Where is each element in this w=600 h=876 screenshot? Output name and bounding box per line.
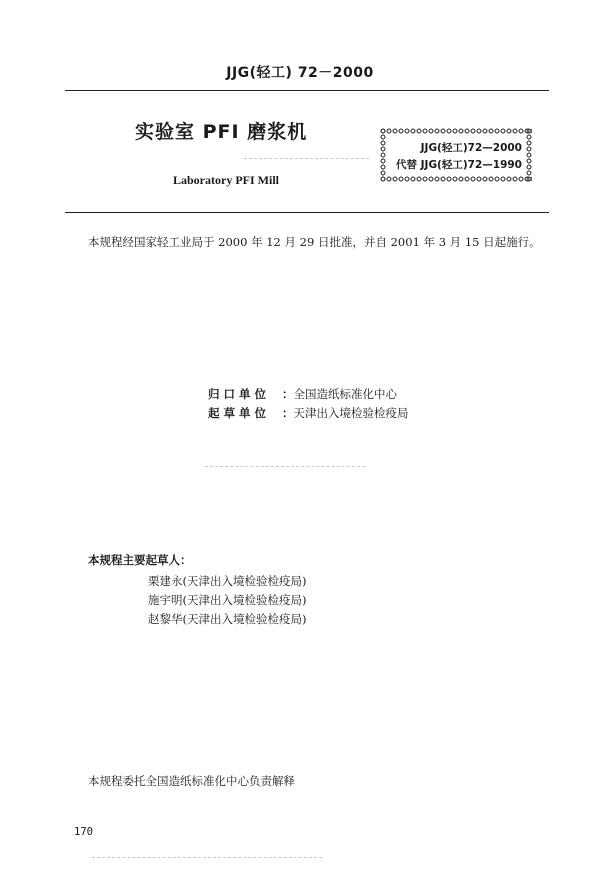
replacement-notice-box [380, 128, 532, 182]
drafter-name: 施宇明(天津出入境检验检疫局) [148, 593, 307, 607]
replaced-standard-code: 代替 JJG(轻工)72—1990 [395, 159, 522, 171]
faint-dash-line [244, 158, 369, 159]
interpretation-statement: 本规程委托全国造纸标准化中心负责解释 [88, 774, 295, 788]
faint-dash-line [205, 466, 365, 467]
responsible-unit-value: 全国造纸标准化中心 [293, 387, 397, 401]
drafter-name: 赵黎华(天津出入境检验检疫局) [148, 612, 307, 626]
drafter-name: 栗建永(天津出入境检验检疫局) [148, 574, 307, 588]
drafters-heading: 本规程主要起草人： [88, 553, 192, 567]
top-rule [65, 90, 549, 91]
chain-border-left [380, 128, 386, 182]
current-standard-code: JJG(轻工)72—2000 [420, 142, 522, 154]
drafting-unit-row: 起 草 单 位 ：天津出入境检验检疫局 [208, 406, 409, 420]
drafting-unit-label: 起 草 单 位 [208, 406, 267, 420]
document-title-english: Laboratory PFI Mill [173, 173, 279, 187]
chain-border-right [526, 128, 532, 182]
approval-statement: 本规程经国家轻工业局于 2000 年 12 月 29 日批准，并自 2001 年 3 月 15 日起施行。 [88, 235, 541, 249]
chain-border-bottom [380, 176, 532, 182]
responsible-unit-label: 归 口 单 位 [208, 387, 267, 401]
faint-dash-line [92, 857, 322, 858]
chain-border-top [380, 128, 532, 134]
document-title-chinese: 实验室 PFI 磨浆机 [135, 121, 308, 143]
page-number: 170 [74, 826, 93, 838]
standard-code-header: JJG(轻工) 72－2000 [226, 65, 374, 81]
responsible-unit-row: 归 口 单 位 ：全国造纸标准化中心 [208, 387, 397, 401]
section-rule [65, 212, 549, 213]
drafting-unit-value: 天津出入境检验检疫局 [293, 406, 409, 420]
